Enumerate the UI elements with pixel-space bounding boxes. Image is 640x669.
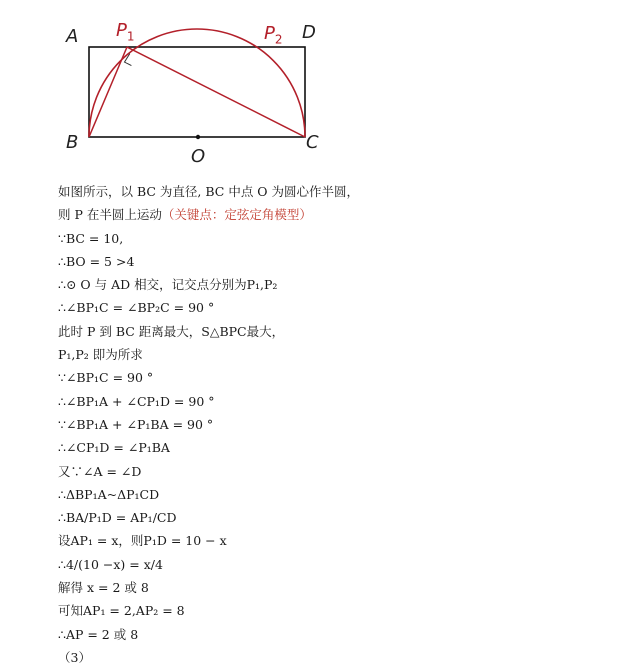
segment-p1-c [127,47,305,137]
text-line: ∴AP = 2 或 8 [58,626,139,642]
geometry-figure [0,0,640,180]
text-line: 如图所示，以 BC 为直径, BC 中点 O 为圆心作半圆， [58,184,360,199]
solution-text [58,180,618,669]
text-segment: 则 P 在半圆上运动 [58,207,162,223]
text-line: 又∵∠A = ∠D [58,463,142,479]
text-line: 可知AP₁ = 2,AP₂ = 8 [58,603,185,619]
text-line: ∴∠CP₁D = ∠P₁BA [58,440,170,456]
text-line: ∴⊙ O 与 AD 相交，记交点分别为P₁,P₂ [58,277,278,293]
text-line: ∴∠BP₁A + ∠CP₁D = 90 ° [58,393,215,409]
text-line: 解得 x = 2 或 8 [58,580,149,596]
text-line: ∴BA/P₁D = AP₁/CD [58,510,177,526]
text-line: P₁,P₂ 即为所求 [58,347,143,363]
center-point-o [196,135,200,139]
text-line: ∴BO = 5 >4 [58,253,135,269]
label-p2: $P_2$ [264,23,283,47]
label-o: O [191,146,206,167]
text-line: ∴ΔBP₁A~ΔP₁CD [58,486,160,502]
text-line: 此时 P 到 BC 距离最大，S△BPC最大， [58,323,285,339]
text-line: 设AP₁ = x，则P₁D = 10 − x [58,533,227,549]
label-a: A [66,26,79,47]
label-b: B [66,132,79,153]
label-p1: $P_1$ [116,20,135,44]
segment-b-p1 [89,47,127,137]
label-d: D [302,22,316,43]
text-line: （3） [58,649,91,665]
text-line: ∵∠BP₁A + ∠P₁BA = 90 ° [58,416,214,432]
text-line [58,203,618,226]
key-point-highlight: （关键点：定弦定角模型） [161,207,312,223]
label-c: C [306,132,319,153]
text-line: ∴4/(10 −x) = x/4 [58,556,163,572]
text-line: ∵BC = 10, [58,230,124,246]
text-line: ∵∠BP₁C = 90 ° [58,370,154,386]
text-line: ∴∠BP₁C = ∠BP₂C = 90 ° [58,300,215,316]
